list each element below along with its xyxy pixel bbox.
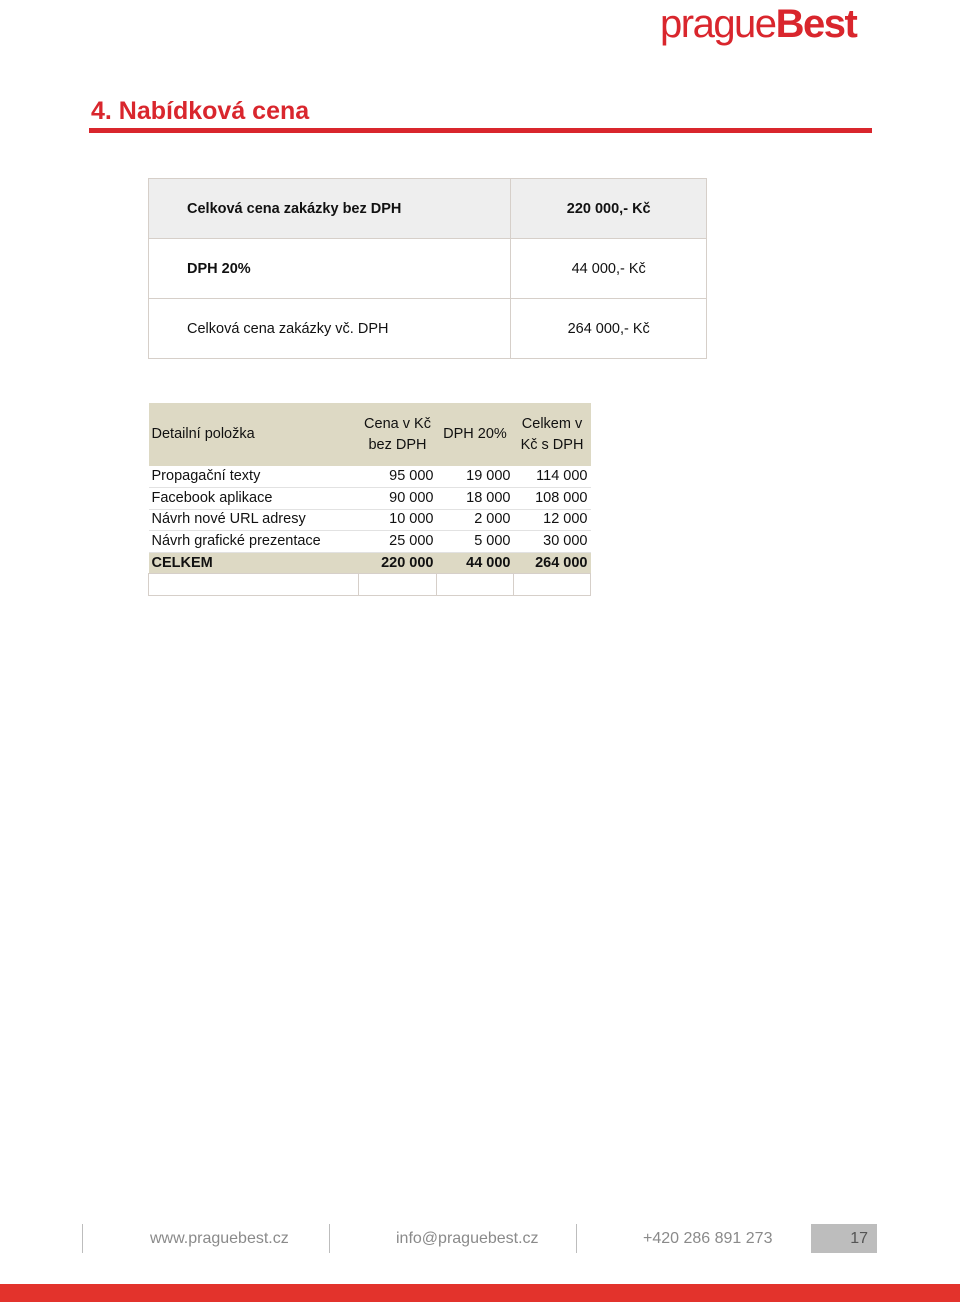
empty-row xyxy=(149,574,591,596)
total-sum: 264 000 xyxy=(514,552,591,574)
price-summary-table xyxy=(148,178,707,359)
total-price: 220 000 xyxy=(359,552,437,574)
table-row xyxy=(149,466,591,488)
table-row xyxy=(149,531,591,553)
summary-label: Celková cena zakázky bez DPH xyxy=(149,179,511,239)
cell-price: 25 000 xyxy=(359,531,437,553)
page-number: 17 xyxy=(850,1230,868,1247)
empty-cell xyxy=(149,574,359,596)
logo-text-light: prague xyxy=(660,2,776,46)
cell-vat: 5 000 xyxy=(437,531,514,553)
heading-underline xyxy=(89,128,872,133)
summary-value: 264 000,- Kč xyxy=(511,299,707,359)
cell-item: Propagační texty xyxy=(149,466,359,488)
total-label: CELKEM xyxy=(149,552,359,574)
footer-website-link[interactable]: www.praguebest.cz xyxy=(150,1230,289,1247)
footer-divider xyxy=(329,1224,330,1253)
cell-total: 12 000 xyxy=(514,509,591,531)
cell-vat: 18 000 xyxy=(437,488,514,510)
empty-cell xyxy=(514,574,591,596)
cell-price: 10 000 xyxy=(359,509,437,531)
cell-total: 114 000 xyxy=(514,466,591,488)
section-title: 4. Nabídková cena xyxy=(91,97,310,125)
cell-vat: 19 000 xyxy=(437,466,514,488)
page-number-box xyxy=(811,1224,877,1253)
footer-divider xyxy=(576,1224,577,1253)
total-vat: 44 000 xyxy=(437,552,514,574)
cell-item: Facebook aplikace xyxy=(149,488,359,510)
header-total: Celkem v Kč s DPH xyxy=(514,403,591,466)
cell-item: Návrh grafické prezentace xyxy=(149,531,359,553)
header-item: Detailní položka xyxy=(149,403,359,466)
cell-price: 95 000 xyxy=(359,466,437,488)
summary-row-vat xyxy=(149,239,707,299)
cell-total: 30 000 xyxy=(514,531,591,553)
detail-header-row xyxy=(149,403,591,466)
header-price: Cena v Kč bez DPH xyxy=(359,403,437,466)
detail-price-table xyxy=(148,403,591,596)
summary-row-with-vat xyxy=(149,299,707,359)
table-row xyxy=(149,488,591,510)
cell-total: 108 000 xyxy=(514,488,591,510)
logo-text-bold: Best xyxy=(775,2,857,46)
cell-vat: 2 000 xyxy=(437,509,514,531)
praguebest-logo xyxy=(660,2,870,46)
total-row xyxy=(149,552,591,574)
empty-cell xyxy=(437,574,514,596)
footer-email-link[interactable]: info@praguebest.cz xyxy=(396,1230,539,1247)
summary-row-without-vat xyxy=(149,179,707,239)
summary-label: DPH 20% xyxy=(149,239,511,299)
footer-phone: +420 286 891 273 xyxy=(643,1230,773,1247)
header-vat: DPH 20% xyxy=(437,403,514,466)
cell-item: Návrh nové URL adresy xyxy=(149,509,359,531)
empty-cell xyxy=(359,574,437,596)
table-row xyxy=(149,509,591,531)
summary-value: 220 000,- Kč xyxy=(511,179,707,239)
cell-price: 90 000 xyxy=(359,488,437,510)
bottom-accent-bar xyxy=(0,1284,960,1302)
footer-divider xyxy=(82,1224,83,1253)
summary-label: Celková cena zakázky vč. DPH xyxy=(149,299,511,359)
summary-value: 44 000,- Kč xyxy=(511,239,707,299)
